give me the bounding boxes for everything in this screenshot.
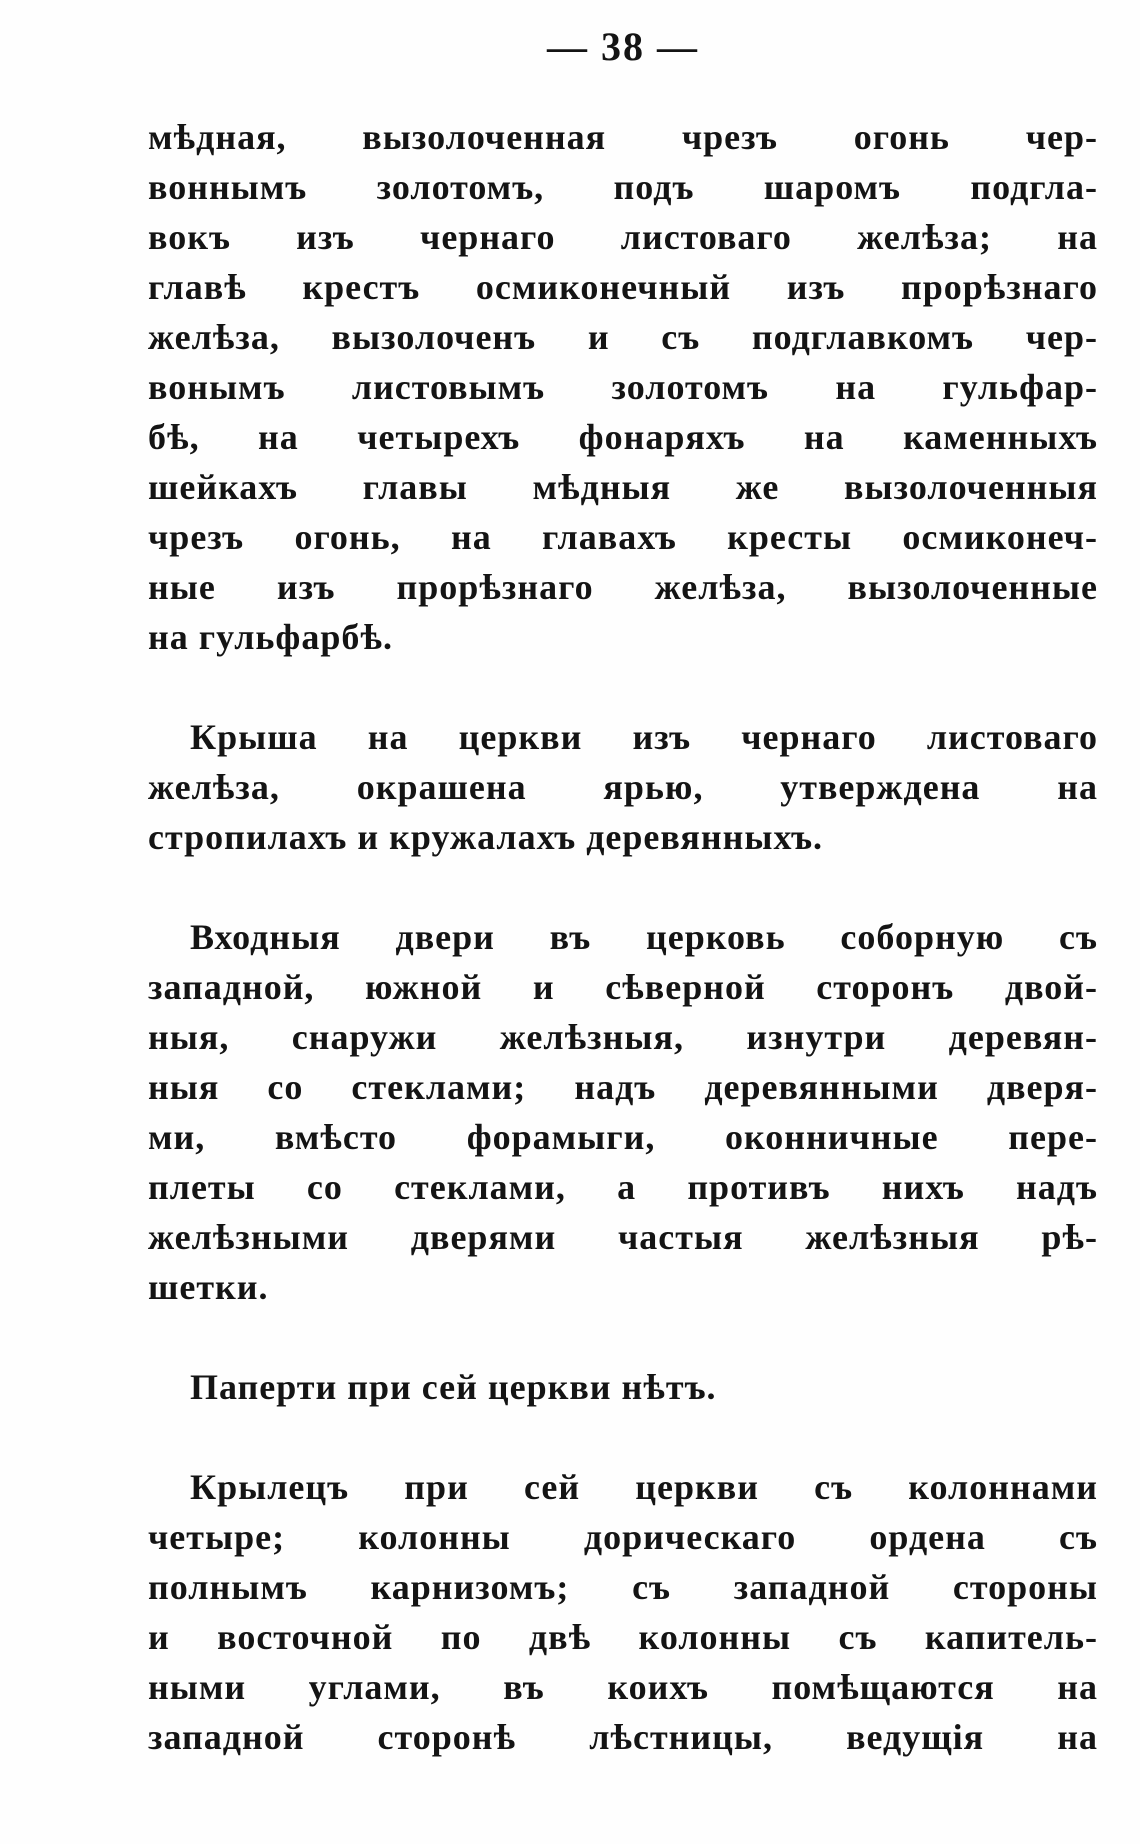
text-line: плеты со стеклами, а противъ нихъ надъ	[148, 1167, 1098, 1207]
text-line: вонымъ листовымъ золотомъ на гульфар-	[148, 367, 1098, 407]
text-line: на гульфарбѣ.	[148, 617, 393, 657]
text-line: Крыша на церкви изъ чернаго листоваго	[190, 717, 1098, 757]
text-line: желѣза, вызолоченъ и съ подглавкомъ чер-	[148, 317, 1098, 357]
paragraph	[148, 1362, 1098, 1412]
text-line: западной, южной и сѣверной сторонъ двой-	[148, 967, 1098, 1007]
page-body	[148, 112, 1098, 1812]
text-line: ныя, снаружи желѣзныя, изнутри деревян-	[148, 1017, 1098, 1057]
text-line: полнымъ карнизомъ; съ западной стороны	[148, 1567, 1098, 1607]
text-line: мѣдная, вызолоченная чрезъ огонь чер-	[148, 117, 1098, 157]
paragraph	[148, 712, 1098, 862]
text-line: ные изъ прорѣзнаго желѣза, вызолоченные	[148, 567, 1098, 607]
text-line: ми, вмѣсто форамыги, оконничные пере-	[148, 1117, 1098, 1157]
text-line: главѣ крестъ осмиконечный изъ прорѣзнаго	[148, 267, 1098, 307]
text-line: вокъ изъ чернаго листоваго желѣза; на	[148, 217, 1098, 257]
paragraph	[148, 912, 1098, 1312]
text-line: бѣ, на четырехъ фонаряхъ на каменныхъ	[148, 417, 1098, 457]
text-line: Крылецъ при сей церкви съ колоннами	[190, 1467, 1098, 1507]
text-line: стропилахъ и кружалахъ деревянныхъ.	[148, 817, 824, 857]
text-line: ныя со стеклами; надъ деревянными дверя-	[148, 1067, 1098, 1107]
text-line: чрезъ огонь, на главахъ кресты осмиконеч-	[148, 517, 1098, 557]
paragraph	[148, 1462, 1098, 1762]
text-line: шейкахъ главы мѣдныя же вызолоченныя	[148, 467, 1098, 507]
text-line: желѣза, окрашена ярью, утверждена на	[148, 767, 1098, 807]
text-line: четыре; колонны дорическаго ордена съ	[148, 1517, 1098, 1557]
text-line: западной сторонѣ лѣстницы, ведущія на	[148, 1717, 1098, 1757]
text-line: желѣзными дверями частыя желѣзныя рѣ-	[148, 1217, 1098, 1257]
text-line: Входныя двери въ церковь соборную съ	[190, 917, 1098, 957]
page-number: — 38 —	[547, 24, 699, 69]
text-line: шетки.	[148, 1267, 269, 1307]
text-line: воннымъ золотомъ, подъ шаромъ подгла-	[148, 167, 1098, 207]
text-line: Паперти при сей церкви нѣтъ.	[190, 1367, 717, 1407]
paragraph	[148, 112, 1098, 662]
text-line: ными углами, въ коихъ помѣщаются на	[148, 1667, 1098, 1707]
text-line: и восточной по двѣ колонны съ капитель-	[148, 1617, 1098, 1657]
